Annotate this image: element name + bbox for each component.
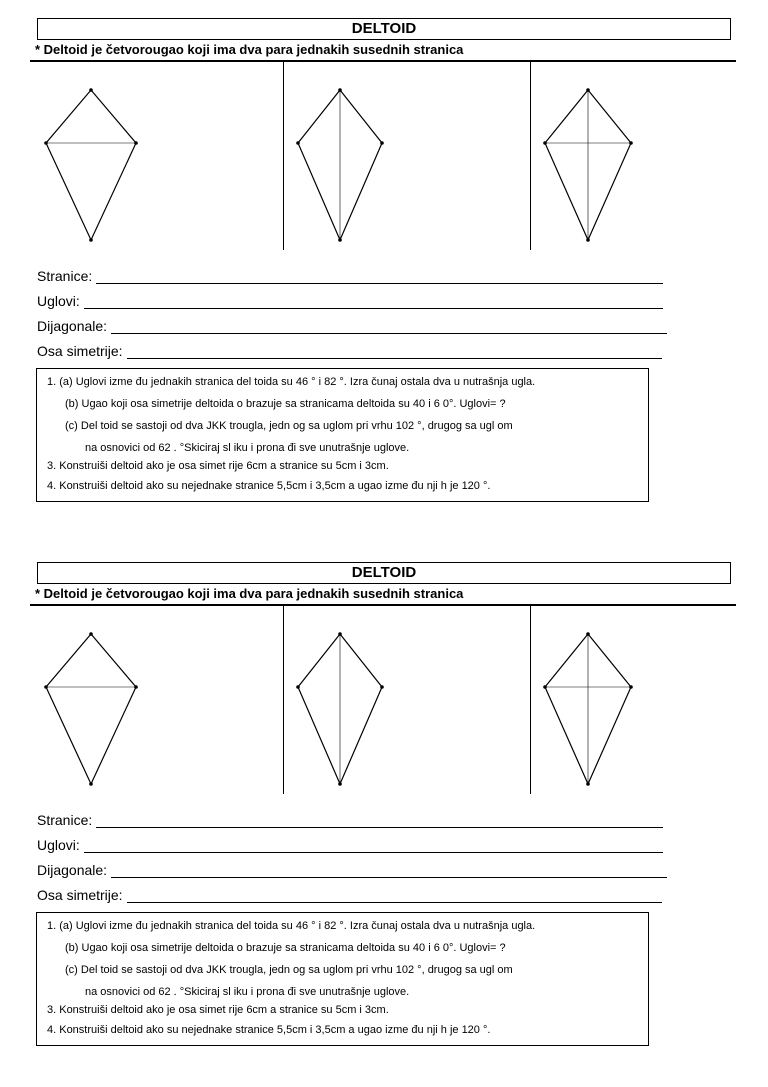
task-line: 1. (a) Uglovi izme đu jednakih stranica del toida su 46 ° i 82 °. Izra čunaj ostala dva u nutrašnja ugla. — [47, 920, 536, 932]
answer-line[interactable] — [111, 321, 667, 334]
task-line: 3. Konstruiši deltoid ako je osa simet rije 6cm a stranice su 5cm i 3cm. — [47, 1004, 389, 1016]
field-dijagonale[interactable] — [37, 862, 667, 878]
kite-figure-1 — [41, 88, 141, 244]
field-label: Stranice: — [37, 812, 93, 828]
field-osa-simetrije[interactable] — [37, 887, 662, 903]
kite-figure-2 — [290, 632, 390, 788]
answer-line[interactable] — [84, 296, 663, 309]
field-label: Uglovi: — [37, 837, 80, 853]
header-divider — [30, 604, 736, 606]
column-divider — [283, 606, 284, 794]
kite-figure-3 — [538, 632, 638, 788]
task-line: (c) Del toid se sastoji od dva JKK trougla, jedn og sa uglom pri vrhu 102 °, drugog sa ugl om — [65, 964, 513, 976]
field-label: Osa simetrije: — [37, 887, 123, 903]
field-stranice[interactable] — [37, 268, 663, 284]
definition-text: * Deltoid je četvorougao koji ima dva para jednakih susednih stranica — [35, 586, 464, 601]
field-stranice[interactable] — [37, 812, 663, 828]
task-box — [36, 912, 649, 1046]
definition-text: * Deltoid je četvorougao koji ima dva para jednakih susednih stranica — [35, 42, 464, 57]
field-label: Stranice: — [37, 268, 93, 284]
worksheet-copy-1 — [0, 0, 768, 543]
field-uglovi[interactable] — [37, 837, 663, 853]
answer-line[interactable] — [111, 865, 667, 878]
kite-figure-3 — [538, 88, 638, 244]
field-label: Dijagonale: — [37, 862, 108, 878]
field-osa-simetrije[interactable] — [37, 343, 662, 359]
column-divider — [530, 606, 531, 794]
column-divider — [530, 62, 531, 250]
worksheet-title: DELTOID — [37, 18, 731, 40]
field-label: Osa simetrije: — [37, 343, 123, 359]
worksheet-title: DELTOID — [37, 562, 731, 584]
field-label: Dijagonale: — [37, 318, 108, 334]
task-line: (b) Ugao koji osa simetrije deltoida o brazuje sa stranicama deltoida su 40 i 6 0°. Uglovi= ? — [65, 398, 506, 410]
answer-line[interactable] — [96, 815, 663, 828]
task-line: na osnovici od 62 . °Skiciraj sl iku i prona đi sve unutrašnje uglove. — [85, 986, 410, 998]
answer-line[interactable] — [84, 840, 663, 853]
task-line: 4. Konstruiši deltoid ako su nejednake stranice 5,5cm i 3,5cm a ugao izme đu nji h je 120 °. — [47, 480, 491, 492]
answer-line[interactable] — [127, 890, 662, 903]
field-dijagonale[interactable] — [37, 318, 667, 334]
worksheet-copy-2 — [0, 544, 768, 1087]
kite-figure-2 — [290, 88, 390, 244]
column-divider — [283, 62, 284, 250]
task-line: 1. (a) Uglovi izme đu jednakih stranica del toida su 46 ° i 82 °. Izra čunaj ostala dva u nutrašnja ugla. — [47, 376, 536, 388]
task-line: (b) Ugao koji osa simetrije deltoida o brazuje sa stranicama deltoida su 40 i 6 0°. Uglovi= ? — [65, 942, 506, 954]
field-label: Uglovi: — [37, 293, 80, 309]
answer-line[interactable] — [96, 271, 663, 284]
task-line: (c) Del toid se sastoji od dva JKK trougla, jedn og sa uglom pri vrhu 102 °, drugog sa ugl om — [65, 420, 513, 432]
task-line: 3. Konstruiši deltoid ako je osa simet rije 6cm a stranice su 5cm i 3cm. — [47, 460, 389, 472]
task-box — [36, 368, 649, 502]
header-divider — [30, 60, 736, 62]
kite-figure-1 — [41, 632, 141, 788]
task-line: 4. Konstruiši deltoid ako su nejednake stranice 5,5cm i 3,5cm a ugao izme đu nji h je 120 °. — [47, 1024, 491, 1036]
task-line: na osnovici od 62 . °Skiciraj sl iku i prona đi sve unutrašnje uglove. — [85, 442, 410, 454]
field-uglovi[interactable] — [37, 293, 663, 309]
answer-line[interactable] — [127, 346, 662, 359]
